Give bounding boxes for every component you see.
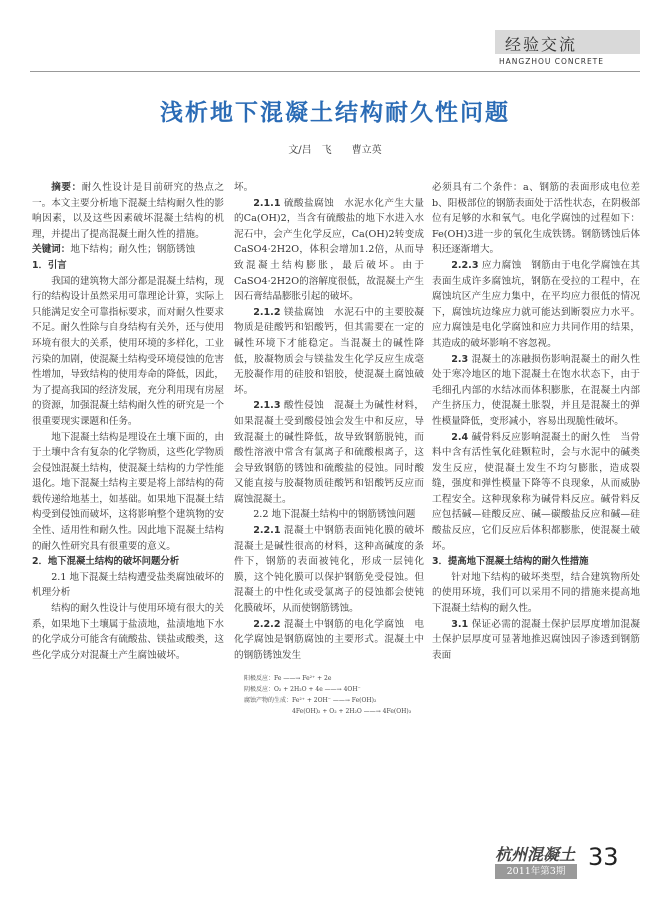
abstract [32,180,224,242]
column-2 [234,180,434,717]
subsection-number: 2.4 [451,431,469,443]
column-1 [32,180,224,663]
section-2-1-heading: 2.1 地下混凝土结构遭受盐类腐蚀破坏的机理分析 [32,571,224,599]
keywords-label: 关键词： [32,244,71,256]
article-title: 浅析地下混凝土结构耐久性问题 [160,100,510,126]
subsection-text: 碱骨料反应影响混凝土的耐久性 当骨料中含有活性氧化硅颗粒时，会与水泥中的碱类发生反应，使混凝土发生不均匀膨胀，造成裂缝，强度和弹性模量下降等不良现象，从而威胁工程安全。这种现象称为碱骨料反应。碱骨料反应包括碱—硅酸反应、碱—碳酸盐反应和碱—硅酸盐反应，它们反应后体积都膨胀，使混凝土破坏。 [432,431,640,552]
section-2-2-3 [432,258,640,352]
journal-english-name: HANGZHOU CONCRETE [499,57,605,66]
subsection-number: 2.2.2 [253,618,281,630]
journal-logo: 杭州混凝土 [495,845,576,864]
paragraph: 针对地下结构的破坏类型，结合建筑物所处的使用环境，我们可以采用不同的措施来提高地下混凝土结构的耐久性。 [432,571,640,615]
abstract-text: 耐久性设计是目前研究的热点之一。本文主要分析地下混凝土结构耐久性的影响因素，以及这些因素破坏混凝土结构的机理，并提出了提高混凝土耐久性的措施。 [32,182,225,240]
subsection-number: 2.1.1 [253,197,281,209]
page-number: 33 [588,843,619,871]
section-header [495,30,640,72]
keywords [32,242,224,258]
section-2-heading: 2．地下混凝土结构的破坏问题分析 [32,556,180,568]
section-3-1 [432,617,640,664]
subsection-text: 混凝土中钢筋的电化学腐蚀 电化学腐蚀是钢筋腐蚀的主要形式。混凝土中的钢筋锈蚀发生 [234,618,425,661]
subsection-text: 应力腐蚀 钢筋由于电化学腐蚀在其表面生成许多腐蚀坑，钢筋在受拉的工程中，在腐蚀坑区产生应力集中，在平均应力很低的情况下，腐蚀坑边缘应力就可能达到断裂应力水平。应力腐蚀是电化学腐蚀和应力共同作用的结果，其造成的破坏影响不容忽视。 [432,259,640,349]
subsection-number: 2.1.2 [253,306,281,318]
paragraph: 结构的耐久性设计与使用环境有很大的关系，如果地下土壤属于盐渍地，盐渍地地下水的化学成分可能含有硫酸盐、镁盐或酸类，这些化学成分对混凝土产生腐蚀破坏。 [32,603,224,661]
section-2-2-2 [234,617,424,664]
issue-badge: 2011年第3期 [495,864,577,879]
section-2-2-1 [234,523,434,617]
paragraph: 我国的建筑物大部分都是混凝土结构，现行的结构设计虽然采用可靠理论计算，实际上只能满足安全可靠指标要求，而对耐久性要求不足。耐久性除与自身结构有关外，还与使用环境有很大的关系，使用环境的多样化，工业污染的加剧，使混凝土结构受环境侵蚀的危害性增加，导致结构的使用寿命的降低，因此，为了提高我国的经济发展，充分利用现有房屋的资源，加强混凝土结构耐久性的研究是一个很重要现实课题和任务。 [32,275,224,427]
section-title: 经验交流 [505,35,578,54]
section-2-2-heading: 2.2 地下混凝土结构中的钢筋锈蚀问题 [253,509,416,521]
abstract-label: 摘要： [51,182,82,193]
subsection-text: 镁盐腐蚀 水泥石中的主要胶凝物质是硅酸钙和铝酸钙，但其需要在一定的碱性环境下才能稳定。当混凝土的碱性降低，胶凝物质会与镁盐发生化学反应生成毫无胶凝作用的硅胶和铝胶，使混凝土腐蚀破坏。 [234,306,425,396]
paragraph-continuation: 必须具有二个条件：a、钢筋的表面形成电位差b、阳极部位的钢筋表面处于活性状态，在阴极部位有足够的水和氧气。电化学腐蚀的过程如下：Fe(OH)3进一步的氧化生成铁锈。钢筋锈蚀后体积还逐渐增大。 [432,182,640,256]
column-3 [432,180,650,663]
subsection-text: 混凝土的冻融损伤影响混凝土的耐久性 处于寒冷地区的地下混凝土在饱水状态下，由于毛细孔内部的水结冰而体积膨胀，在混凝土内部产生挤压力，使混凝土胀裂，并且是混凝土的弹性模量降低，变形减小，容易出现脆性破坏。 [432,353,650,427]
header-divider [30,71,640,72]
keywords-text: 地下结构；耐久性；钢筋锈蚀 [70,244,196,256]
section-2-1-1 [234,196,424,305]
subsection-text: 硫酸盐腐蚀 水泥水化产生大量的Ca(OH)2，当含有硫酸盐的地下水进入水泥石中，会产生化学反应，Ca(OH)2转变成CaSO4·2H2O，体积会增加1.2倍，从而导致混凝土结构膨胀，最后破坏。由于CaSO4·2H2O的溶解度很低，故混凝土产生因石膏结晶膨胀引起的破坏。 [234,197,425,303]
subsection-number: 2.1.3 [253,400,281,412]
section-2-3 [432,352,650,430]
section-2-1-2 [234,305,424,399]
equation-product: 腐蚀产物的生成：Fe²⁺ + 2OH⁻ ——→ Fe(OH)₂ [244,697,377,705]
reaction-equations [244,673,424,717]
subsection-number: 2.2.1 [253,525,281,537]
subsection-number: 3.1 [451,618,469,630]
subsection-text: 保证必需的混凝土保护层厚度增加混凝土保护层厚度可显著地推迟腐蚀因子渗透到钢筋表面 [432,618,640,661]
section-2-1-3 [234,398,424,507]
section-1-heading: 1．引言 [32,259,67,271]
article-authors: 文/吕 飞 曹立英 [288,145,382,156]
paragraph-continuation: 坏。 [234,182,254,193]
subsection-number: 2.3 [451,353,469,365]
equation-oxidation: 4Fe(OH)₂ + O₂ + 2H₂O ——→ 4Fe(OH)₃ [292,708,412,716]
equation-anode: 阳极反应：Fe ——→ Fe²⁺ + 2e [244,675,332,683]
subsection-number: 2.2.3 [451,259,479,271]
subsection-text: 酸性侵蚀 混凝土为碱性材料，如果混凝土受到酸侵蚀会发生中和反应，导致混凝土的碱性降低，故导致钢筋脱钝，而酸性溶液中常含有氯离子和硫酸根离子，这会导致钢筋的锈蚀和硫酸盐的侵蚀。同时酸又能直接与胶凝物质硅酸钙和铝酸钙反应而腐蚀混凝土。 [234,400,425,505]
equation-cathode: 阴极反应：O₂ + 2H₂O + 4e ——→ 4OH⁻ [244,686,361,694]
section-3-heading: 3．提高地下混凝土结构的耐久性措施 [432,556,589,568]
paragraph: 地下混凝土结构是埋设在土壤下面的，由于土壤中含有复杂的化学物质，这些化学物质会侵蚀混凝土结构，使混凝土结构的力学性能退化。地下混凝土结构主要是将上部结构的荷载传递给地基土，如基础。如果地下混凝土结构受到侵蚀而破坏，这将影响整个建筑物的安全性、适用性和耐久性。因此地下混凝土结构的耐久性研究具有很重要的意义。 [32,431,224,552]
section-2-4 [432,430,640,555]
subsection-text: 混凝土中钢筋表面钝化膜的破坏 混凝土是碱性很高的材料，这种高碱度的条件下，钢筋的表面被钝化，形成一层钝化膜，这个钝化膜可以保护钢筋免受侵蚀。但混凝土的中性化或受氯离子的侵蚀都会使钝化膜破坏，从而使钢筋锈蚀。 [234,525,434,615]
